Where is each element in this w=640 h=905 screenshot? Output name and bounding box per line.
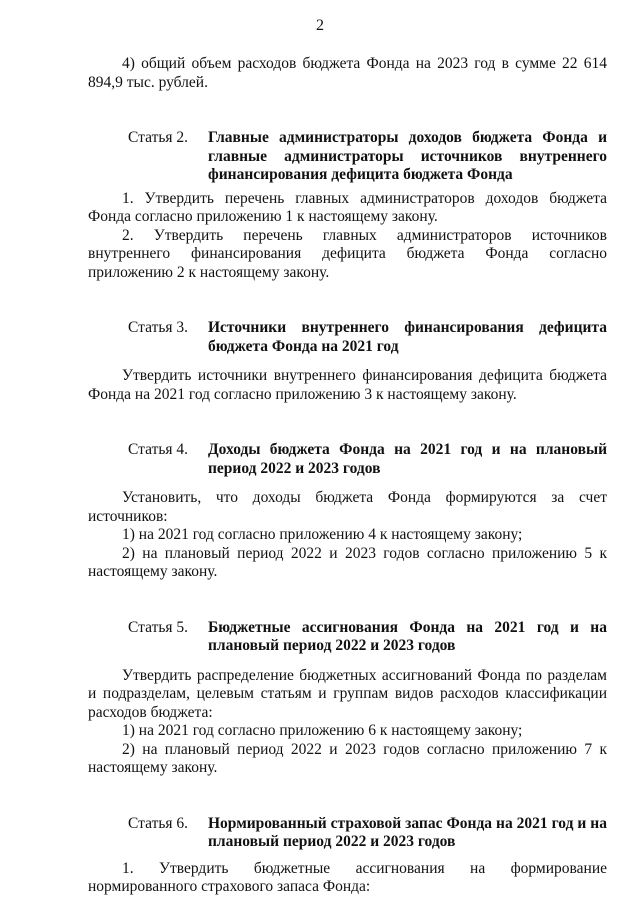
document-body <box>88 55 607 897</box>
article-5-paragraph-3: 2) на плановый период 2022 и 2023 годов согласно приложению 7 к настоящему закону. <box>88 740 607 776</box>
article-6-label: Статья 6. <box>128 814 189 832</box>
article-2-paragraph-2: 2. Утвердить перечень главных администраторов источников внутреннего финансирования дефицита бюджета Фонда согласно приложению 2 к настоящему закону. <box>88 226 607 281</box>
article-3-title: Источники внутреннего финансирования дефицита бюджета Фонда на 2021 год <box>208 319 607 355</box>
article-3-heading <box>88 319 607 356</box>
article-6-heading <box>88 815 607 852</box>
article-2-title: Главные администраторы доходов бюджета Фонда и главные администраторы источников внутреннего финансирования дефицита бюджета Фонда <box>208 129 607 183</box>
article-4-label: Статья 4. <box>128 441 189 458</box>
article-3-paragraph-1: Утвердить источники внутреннего финансирования дефицита бюджета Фонда на 2021 год согласно приложению 3 к настоящему закону. <box>88 367 607 403</box>
article-4-paragraph-2: 1) на 2021 год согласно приложению 4 к настоящему закону; <box>122 526 523 543</box>
article-6-title: Нормированный страховой запас Фонда на 2021 год и на плановый период 2022 и 2023 годов <box>208 814 607 850</box>
article-2-label: Статья 2. <box>128 129 189 146</box>
article-2-heading <box>88 129 607 185</box>
article-4-title: Доходы бюджета Фонда на 2021 год и на плановый период 2022 и 2023 годов <box>208 441 607 477</box>
page-number: 2 <box>316 17 324 34</box>
article-5-paragraph-2: 1) на 2021 год согласно приложению 6 к настоящему закону; <box>122 722 523 739</box>
intro-item-4: 4) общий объем расходов бюджета Фонда на 2023 год в сумме 22 614 894,9 тыс. рублей. <box>88 55 607 91</box>
article-3-label: Статья 3. <box>128 319 189 336</box>
article-5-label: Статья 5. <box>128 618 189 636</box>
article-6-paragraph-1: 1. Утвердить бюджетные ассигнования на формирование нормированного страхового запаса Фонда: <box>88 859 607 895</box>
article-5-heading <box>88 619 607 656</box>
article-2-paragraph-1: 1. Утвердить перечень главных администраторов доходов бюджета Фонда согласно приложению 1 к настоящему закону. <box>88 189 607 225</box>
article-5-title: Бюджетные ассигнования Фонда на 2021 год и на плановый период 2022 и 2023 годов <box>208 618 607 654</box>
article-4-paragraph-3: 2) на плановый период 2022 и 2023 годов согласно приложению 5 к настоящему закону. <box>88 544 607 580</box>
article-5-paragraph-1: Утвердить распределение бюджетных ассигнований Фонда по разделам и подразделам, целевым статьям и группам видов расходов классификации расходов бюджета: <box>88 666 607 721</box>
article-4-paragraph-1: Установить, что доходы бюджета Фонда формируются за счет источников: <box>88 489 607 525</box>
article-4-heading <box>88 441 607 478</box>
